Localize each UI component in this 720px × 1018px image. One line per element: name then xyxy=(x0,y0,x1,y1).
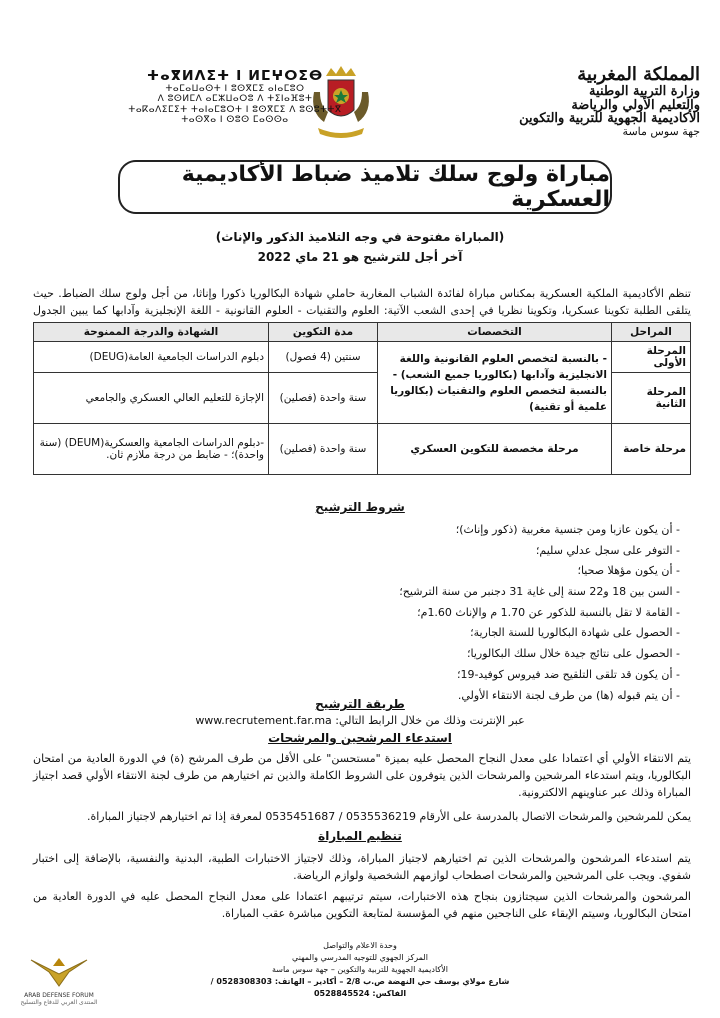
footer-address: شارع مولاي يوسف حي النهضة ص.ب 2/8 – أكادير – الهاتف: 0528308303 / الفاكس: 0528845524 xyxy=(210,977,510,998)
intro-paragraph: تنظم الأكاديمية الملكية العسكرية بمكناس مباراة لفائدة الشباب المغاربة حاملي شهادة البكالوريا ذكورا وإناثا، من أجل ولوج سلك الضباط. حيث يتلقى الطلبة تكوينا عسكريا، وتكوينا نظريا في إحدى الشعب الآتية: العلوم والتقنيات - العلوم القانونية - اللغة الإنجليزية وآدابها كما يبين الجدول xyxy=(33,287,691,317)
footer-block xyxy=(200,940,520,1000)
table-row xyxy=(34,342,691,373)
th-certificate: الشهادة والدرجة الممنوحة xyxy=(34,323,269,342)
header-amazigh-region: ⵜⴰⵙⴳⴰ ⵏ ⵙⵓⵙ ⵎⴰⵙⵙⴰ xyxy=(181,115,289,126)
th-stage: المراحل xyxy=(612,323,691,342)
spec-cell: - بالنسبة لتخصص العلوم القانونية واللغة الانجليزية وآدابها (بكالوريا جميع الشعب) - بالنسبة لتخصص العلوم والتقنيات (بكالوريا علمية أو تقنية) xyxy=(378,342,612,424)
convocation-title: استدعاء المرشحين والمرشحات xyxy=(268,731,452,745)
spec-special: مرحلة مخصصة للتكوين العسكري xyxy=(378,424,612,475)
header-amazigh-academy: ⵜⴰⴽⴰⴷⵉⵎⵉⵜ ⵜⴰⵏⴰⵎⵓⵔⵜ ⵏ ⵓⵙⴳⵎⵉ ⴷ ⵓⵙⵓⵜⵜⴳ xyxy=(128,104,342,115)
footer-line: المركز الجهوي للتوجيه المدرسي والمهني xyxy=(292,953,428,962)
th-duration: مدة التكوين xyxy=(269,323,378,342)
list-item: - أن يكون قد تلقى التلقيح ضد فيروس كوفيد-19؛ xyxy=(300,665,680,686)
header-amazigh xyxy=(110,68,360,125)
list-item: - السن بين 18 و22 سنة إلى غاية 31 دجنبر من سنة الترشيح؛ xyxy=(300,582,680,603)
duration-first: سنتين (4 فصول) xyxy=(269,342,378,373)
list-item: - أن يتم قبوله (ها) من طرف لجنة الانتقاء الأولي. xyxy=(300,686,680,707)
header-kingdom: المملكة المغربية xyxy=(577,64,700,85)
certificate-first: دبلوم الدراسات الجامعية العامة(DEUG) xyxy=(34,342,269,373)
stage-first: المرحلة الأولى xyxy=(612,342,691,373)
list-item: - أن يكون عازبا ومن جنسية مغربية (ذكور وإناث)؛ xyxy=(300,520,680,541)
header-arabic xyxy=(470,66,700,137)
subtitle-open: (المباراة مفتوحة في وجه التلاميذ الذكور والإناث) xyxy=(215,230,505,244)
header-amazigh-ministry-2: ⴷ ⵓⵙⵍⵎⴷ ⴰⵎⵣⵡⴰⵔⵓ ⴷ ⵜⵉⵏⴰⴼⵓⵜ xyxy=(157,94,313,105)
method-text: عبر الإنترنت وذلك من خلال الرابط التالي: www.recrutement.far.ma xyxy=(195,714,525,727)
organization-paragraph-2: المرشحون والمرشحات الذين سيجتازون بنجاح هذه الاختبارات، سيتم ترتيبهم اعتمادا على معدل النجاح المحصل عليه في الدورة العادية من امتحان البكالوريا، وسيتم الإبقاء على الناجحين منهم في المؤسسة لمتابعة التكوين مباشرة عقب المباراة. xyxy=(33,890,691,920)
watermark-sub: المنتدى العربي للدفاع والتسليح xyxy=(20,999,98,1006)
watermark-name: ARAB DEFENSE FORUM xyxy=(24,992,94,999)
list-item: - الحصول على شهادة البكالوريا للسنة الجارية؛ xyxy=(300,623,680,644)
header-amazigh-ministry: ⵜⴰⵎⴰⵡⴰⵙⵜ ⵏ ⵓⵙⴳⵎⵉ ⴰⵏⴰⵎⵓⵔ xyxy=(165,84,305,95)
certificate-special: -دبلوم الدراسات الجامعية والعسكرية(DEUM) (سنة واحدة)؛ - ضابط من درجة ملازم ثان. xyxy=(34,424,269,475)
list-item: - القامة لا تقل بالنسبة للذكور عن 1.70 م والإناث 1.60م؛ xyxy=(300,603,680,624)
duration-second: سنة واحدة (فصلين) xyxy=(269,373,378,424)
eagle-icon xyxy=(29,952,89,988)
stage-second: المرحلة الثانية xyxy=(612,373,691,424)
training-table xyxy=(33,322,691,475)
footer-line: وحدة الاعلام والتواصل xyxy=(323,941,397,950)
table-header-row xyxy=(34,323,691,342)
th-spec: التخصصات xyxy=(378,323,612,342)
header-region: جهة سوس ماسة xyxy=(622,124,700,138)
watermark-logo xyxy=(4,952,114,1014)
list-item: - أن يكون مؤهلا صحيا؛ xyxy=(300,561,680,582)
contact-paragraph: يمكن للمرشحين والمرشحات الاتصال بالمدرسة على الأرقام 0535536219 / 0535451687 لمعرفة إذا تم اختيارهم لاجتياز المباراة. xyxy=(86,810,691,823)
conditions-title: شروط الترشيح xyxy=(315,500,405,514)
subtitle-deadline: آخر أجل للترشيح هو 21 ماي 2022 xyxy=(257,250,463,264)
main-title-box xyxy=(118,160,612,214)
list-item: - التوفر على سجل عدلي سليم؛ xyxy=(300,541,680,562)
organization-paragraph-1: يتم استدعاء المرشحون والمرشحات الذين تم اختيارهم لاجتياز المباراة، وذلك لاجتياز الاختبارات الطبية، البدنية والنفسية، بالإضافة إلى اختبار شفوي. ويجب على المرشحين والمرشحات اصطحاب لوازمهم الشخصية ولوازم الرياضة. xyxy=(33,852,691,882)
header-ministry: وزارة التربية الوطنية xyxy=(589,83,700,99)
table-row xyxy=(34,424,691,475)
convocation-paragraph: يتم الانتقاء الأولي أي اعتمادا على معدل النجاح المحصل عليه بميزة "مستحسن" على الأقل من طرف المرشح (ة) في الدورة العادية من امتحان البكالوريا، ويتم استدعاء المرشحين والمرشحات الذين يتوفرون على الشروط الكاملة والذين تم اختيارهم من طرف لجنة الانتقاء الأولي قصد اجتياز المباراة وذلك عبر عناوينهم الالكترونية. xyxy=(33,752,691,799)
header-ministry-2: والتعليم الأولي والرياضة xyxy=(571,97,700,113)
header-amazigh-kingdom: ⵜⴰⴳⵍⴷⵉⵜ ⵏ ⵍⵎⵖⵔⵉⴱ xyxy=(146,68,324,84)
list-item: - الحصول على نتائج جيدة خلال سلك البكالوريا؛ xyxy=(300,644,680,665)
organization-title: تنظيم المباراة xyxy=(318,829,402,843)
certificate-second: الإجازة للتعليم العالي العسكري والجامعي xyxy=(34,373,269,424)
main-title: مباراة ولوج سلك تلاميذ ضباط الأكاديمية العسكرية xyxy=(181,162,610,212)
footer-line: الأكاديمية الجهوية للتربية والتكوين – جهة سوس ماسة xyxy=(272,965,448,974)
header-academy: الأكاديمية الجهوية للتربية والتكوين xyxy=(519,111,700,127)
duration-special: سنة واحدة (فصلين) xyxy=(269,424,378,475)
conditions-list xyxy=(300,520,680,706)
stage-special: مرحلة خاصة xyxy=(612,424,691,475)
method-title: طريقة الترشيح xyxy=(315,697,405,711)
